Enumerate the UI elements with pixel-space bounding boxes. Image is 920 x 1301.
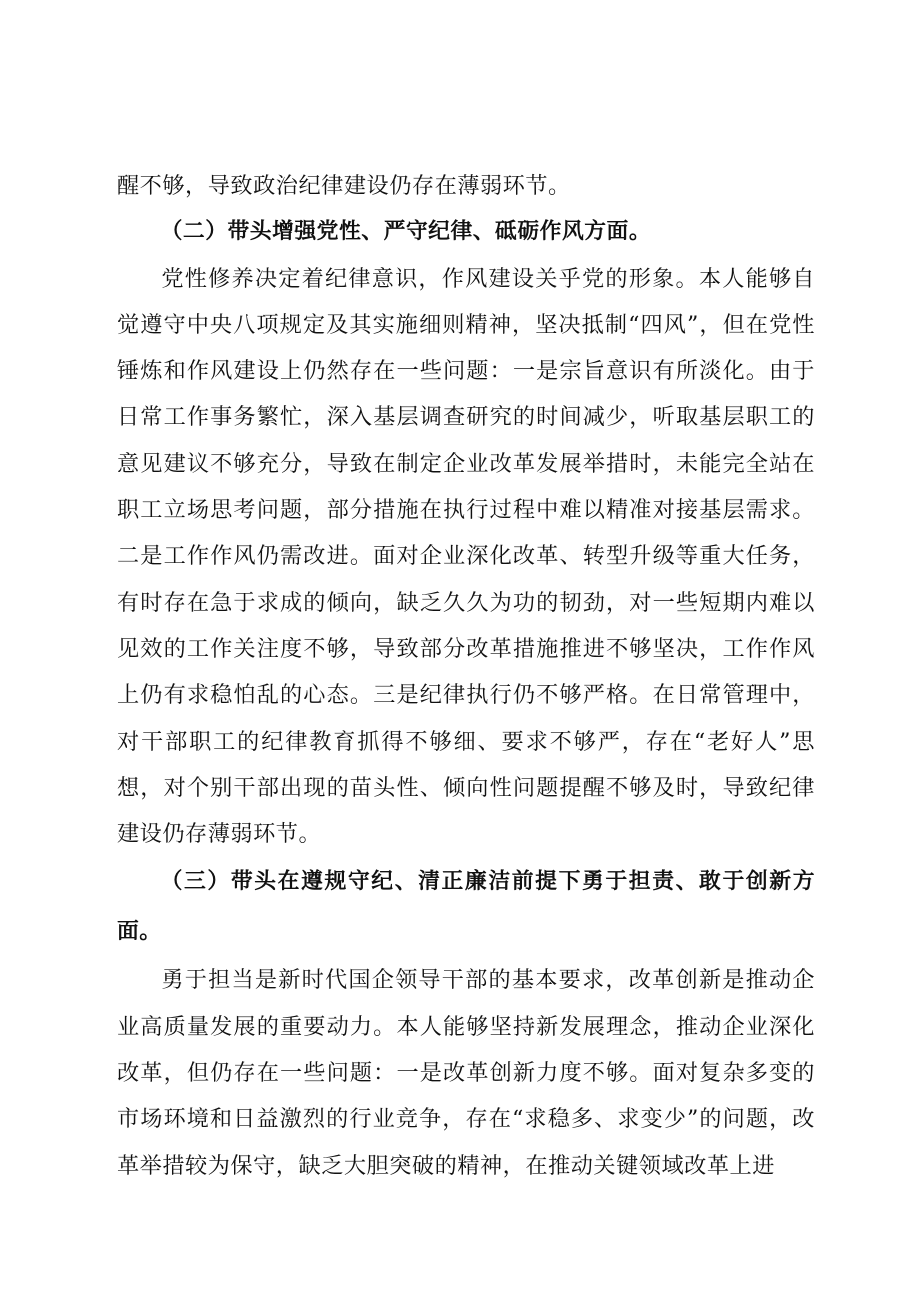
paragraph-continuation: 醒不够，导致政治纪律建设仍存在薄弱环节。 xyxy=(117,173,571,199)
document-body xyxy=(117,163,815,1189)
section-heading-2: （二）带头增强党性、严守纪律、砥砺作风方面。 xyxy=(160,219,652,245)
paragraph-party-spirit: 党性修养决定着纪律意识，作风建设关乎党的形象。本人能够自觉遵守中央八项规定及其实施细则精神，坚决抵制“四风”，但在党性锤炼和作风建设上仍然存在一些问题：一是宗旨意识有所淡化。由于日常工作事务繁忙，深入基层调查研究的时间减少，听取基层职工的意见建议不够充分，导致在制定企业改革发展举措时，未能完全站在职工立场思考问题，部分措施在执行过程中难以精准对接基层需求。二是工作作风仍需改进。面对企业深化改革、转型升级等重大任务，有时存在急于求成的倾向，缺乏久久为功的韧劲，对一些短期内难以见效的工作关注度不够，导致部分改革措施推进不够坚决，工作作风上仍有求稳怕乱的心态。三是纪律执行仍不够严格。在日常管理中，对干部职工的纪律教育抓得不够细、要求不够严，存在“老好人”思想，对个别干部出现的苗头性、倾向性问题提醒不够及时，导致纪律建设仍存薄弱环节。 xyxy=(117,265,815,848)
section-heading-3: （三）带头在遵规守纪、清正廉洁前提下勇于担责、敢于创新方面。 xyxy=(117,869,815,945)
paragraph-innovation: 勇于担当是新时代国企领导干部的基本要求，改革创新是推动企业高质量发展的重要动力。本人能够坚持新发展理念，推动企业深化改革，但仍存在一些问题：一是改革创新力度不够。面对复杂多变的市场环境和日益激烈的行业竞争，存在“求稳多、求变少”的问题，改革举措较为保守，缺乏大胆突破的精神，在推动关键领域改革上进 xyxy=(117,967,815,1179)
